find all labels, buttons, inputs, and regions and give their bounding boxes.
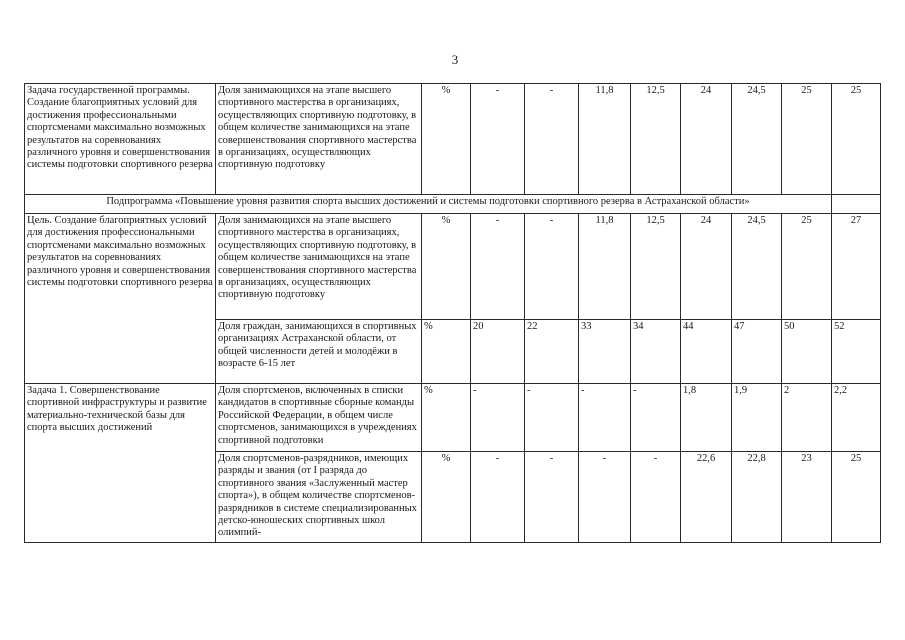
value-cell: 1,9: [732, 384, 782, 452]
value-cell: -: [631, 452, 681, 543]
value-cell: -: [525, 84, 579, 195]
value-cell: 24: [681, 84, 732, 195]
value-cell: -: [525, 214, 579, 320]
unit-cell: %: [422, 84, 471, 195]
subprogram-row: [25, 195, 881, 214]
value-cell: 2: [782, 384, 832, 452]
value-cell: 22: [525, 320, 579, 384]
indicator-cell: Доля занимающихся на этапе высшего спортивного мастерства в организациях, осуществляющих спортивную подготовку, в общем количестве занимающихся на этапе совершенствования спортивного мастерства в организациях, осуществляющих спортивную подготовку: [216, 214, 422, 320]
value-cell: 23: [782, 452, 832, 543]
value-cell: 44: [681, 320, 732, 384]
value-cell: 25: [832, 84, 881, 195]
page-number: 3: [451, 52, 459, 67]
value-cell: 24,5: [732, 214, 782, 320]
subprogram-title: Подпрограмма «Повышение уровня развития спорта высших достижений и системы подготовки спортивного резерва в Астраханской области»: [25, 195, 832, 214]
value-cell: 12,5: [631, 84, 681, 195]
value-cell: -: [471, 214, 525, 320]
value-cell: -: [525, 452, 579, 543]
value-cell: 12,5: [631, 214, 681, 320]
value-cell: 22,8: [732, 452, 782, 543]
value-cell: 47: [732, 320, 782, 384]
value-cell: -: [631, 384, 681, 452]
unit-cell: %: [422, 452, 471, 543]
value-cell: -: [579, 384, 631, 452]
empty-cell: [832, 195, 881, 214]
indicator-cell: Доля спортсменов-разрядников, имеющих разряды и звания (от I разряда до спортивного звания «Заслуженный мастер спорта»), в общем количестве спортсменов-разрядников в системе специализированных детско-юношеских спортивных школ олимпий-: [216, 452, 422, 543]
value-cell: 20: [471, 320, 525, 384]
value-cell: 27: [832, 214, 881, 320]
value-cell: 2,2: [832, 384, 881, 452]
task-cell: Задача 1. Совершенствование спортивной инфраструктуры и развитие материально-технической базы для спорта высших достижений: [25, 384, 216, 543]
value-cell: 34: [631, 320, 681, 384]
value-cell: 50: [782, 320, 832, 384]
value-cell: 22,6: [681, 452, 732, 543]
table-row: [25, 214, 881, 320]
task-cell: Задача государственной программы. Создание благоприятных условий для достижения профессиональными спортсменами максимально возможных результатов на соревнованиях различного уровня и совершенствования системы подготовки спортивного резерва: [25, 84, 216, 195]
value-cell: 25: [782, 214, 832, 320]
value-cell: -: [579, 452, 631, 543]
value-cell: -: [525, 384, 579, 452]
table-row: [25, 384, 881, 452]
unit-cell: %: [422, 320, 471, 384]
value-cell: 25: [782, 84, 832, 195]
unit-cell: %: [422, 214, 471, 320]
value-cell: 1,8: [681, 384, 732, 452]
indicator-cell: Доля спортсменов, включенных в списки кандидатов в спортивные сборные команды Российской Федерации, в общем числе спортсменов, занимающихся в учреждениях спортивной подготовки: [216, 384, 422, 452]
value-cell: 25: [832, 452, 881, 543]
table-row: [25, 84, 881, 195]
indicator-cell: Доля граждан, занимающихся в спортивных организациях Астраханской области, от общей численности детей и молодёжи в возрасте 6-15 лет: [216, 320, 422, 384]
value-cell: -: [471, 384, 525, 452]
value-cell: -: [471, 84, 525, 195]
value-cell: 24: [681, 214, 732, 320]
indicators-table: [24, 83, 881, 543]
value-cell: -: [471, 452, 525, 543]
indicator-cell: Доля занимающихся на этапе высшего спортивного мастерства в организациях, осуществляющих спортивную подготовку, в общем количестве занимающихся на этапе совершенствования спортивного мастерства в организациях, осуществляющих спортивную подготовку: [216, 84, 422, 195]
value-cell: 33: [579, 320, 631, 384]
unit-cell: %: [422, 384, 471, 452]
value-cell: 11,8: [579, 214, 631, 320]
task-cell: Цель. Создание благоприятных условий для достижения профессиональными спортсменами максимально возможных результатов на соревнованиях различного уровня и совершенствования системы подготовки спортивного резерва: [25, 214, 216, 384]
value-cell: 11,8: [579, 84, 631, 195]
indicators-table-frame: [24, 83, 880, 557]
value-cell: 24,5: [732, 84, 782, 195]
value-cell: 52: [832, 320, 881, 384]
